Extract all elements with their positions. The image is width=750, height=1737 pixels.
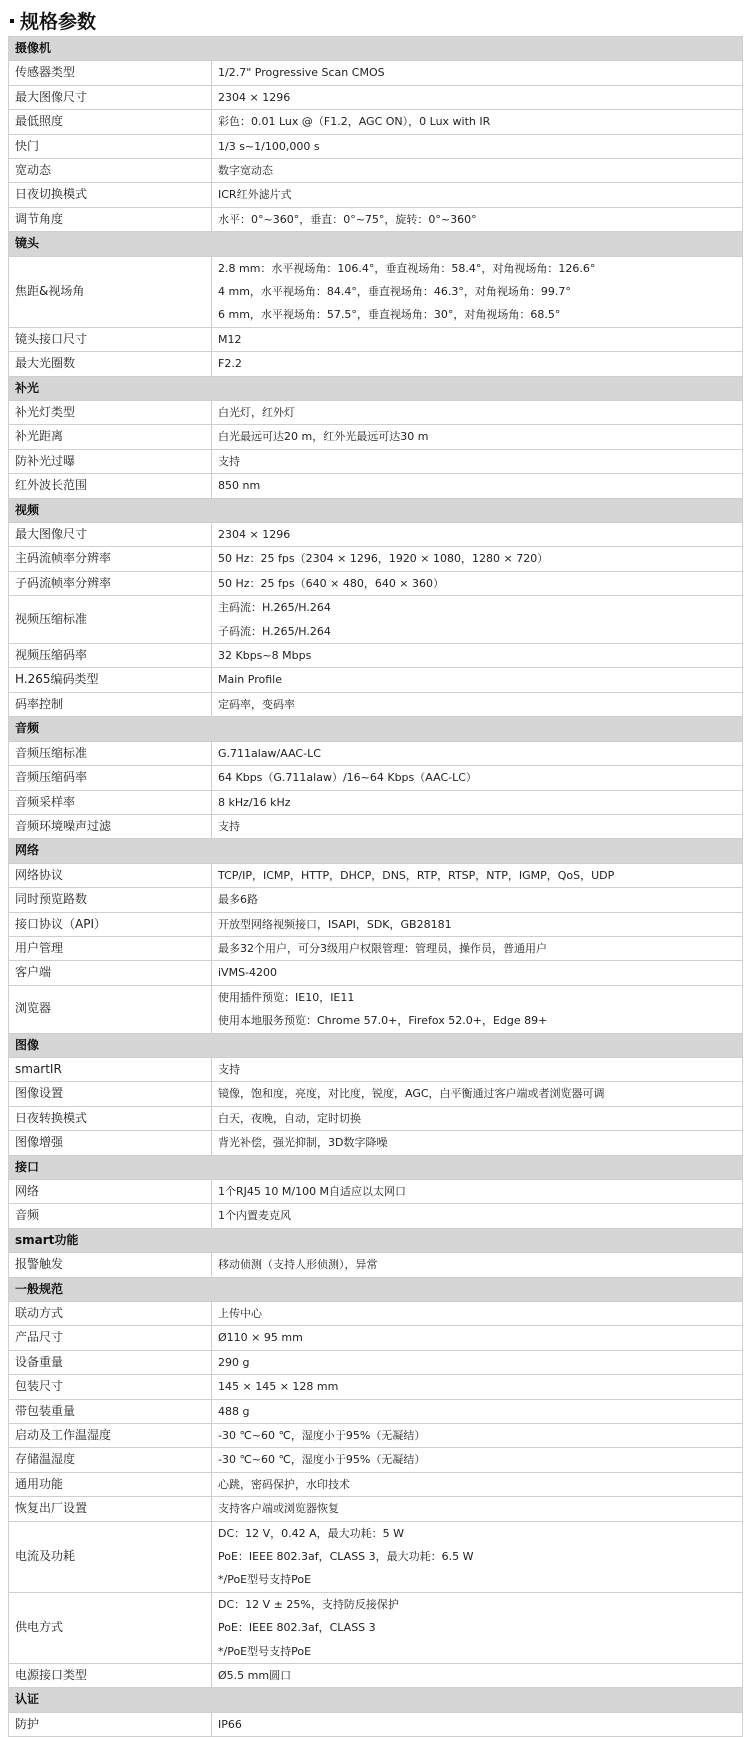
spec-value: 1个内置麦克风 xyxy=(212,1204,743,1228)
spec-value: IP66 xyxy=(212,1712,743,1736)
spec-value: 水平：0°~360°，垂直：0°~75°，旋转：0°~360° xyxy=(212,207,743,231)
table-row xyxy=(9,523,743,547)
spec-value: 背光补偿，强光抑制，3D数字降噪 xyxy=(212,1131,743,1155)
table-row xyxy=(9,790,743,814)
spec-label: 调节角度 xyxy=(9,207,212,231)
table-row xyxy=(9,985,743,1033)
section-header xyxy=(9,839,743,863)
spec-value xyxy=(212,1521,743,1592)
table-row xyxy=(9,1472,743,1496)
spec-value: 支持客户端或浏览器恢复 xyxy=(212,1497,743,1521)
table-row xyxy=(9,425,743,449)
table-row xyxy=(9,1082,743,1106)
section-header xyxy=(9,1688,743,1712)
spec-label: 用户管理 xyxy=(9,936,212,960)
spec-label: 供电方式 xyxy=(9,1592,212,1663)
spec-label: 音频压缩码率 xyxy=(9,766,212,790)
spec-label: 视频压缩标准 xyxy=(9,596,212,644)
spec-value: 最多6路 xyxy=(212,888,743,912)
spec-value: 50 Hz：25 fps（2304 × 1296，1920 × 1080，1280 × 720） xyxy=(212,547,743,571)
spec-value: -30 ℃~60 ℃，湿度小于95%（无凝结） xyxy=(212,1424,743,1448)
table-row xyxy=(9,61,743,85)
spec-value: 上传中心 xyxy=(212,1302,743,1326)
table-row xyxy=(9,547,743,571)
table-row xyxy=(9,474,743,498)
spec-value: 镜像，饱和度，亮度，对比度，锐度，AGC，白平衡通过客户端或者浏览器可调 xyxy=(212,1082,743,1106)
spec-label: 补光距离 xyxy=(9,425,212,449)
section-header xyxy=(9,37,743,61)
spec-label: smartIR xyxy=(9,1057,212,1081)
table-row xyxy=(9,1497,743,1521)
spec-value: F2.2 xyxy=(212,352,743,376)
spec-label: 产品尺寸 xyxy=(9,1326,212,1350)
spec-label: 图像增强 xyxy=(9,1131,212,1155)
spec-value-line: PoE：IEEE 802.3af，CLASS 3 xyxy=(218,1621,376,1635)
spec-label: 浏览器 xyxy=(9,985,212,1033)
spec-value-line: 2.8 mm：水平视场角：106.4°，垂直视场角：58.4°，对角视场角：126.6° xyxy=(218,261,596,275)
spec-value: 白天，夜晚，自动，定时切换 xyxy=(212,1106,743,1130)
bullet-icon xyxy=(10,19,14,23)
section-header xyxy=(9,717,743,741)
table-row xyxy=(9,449,743,473)
spec-label: 日夜转换模式 xyxy=(9,1106,212,1130)
spec-label: 红外波长范围 xyxy=(9,474,212,498)
table-row xyxy=(9,863,743,887)
section-title: 视频 xyxy=(9,498,743,522)
spec-value: 64 Kbps（G.711alaw）/16~64 Kbps（AAC-LC） xyxy=(212,766,743,790)
table-row xyxy=(9,1350,743,1374)
spec-label: 同时预览路数 xyxy=(9,888,212,912)
table-row xyxy=(9,644,743,668)
spec-label: 音频环境噪声过滤 xyxy=(9,814,212,838)
spec-label: 电流及功耗 xyxy=(9,1521,212,1592)
spec-value: 彩色：0.01 Lux @（F1.2，AGC ON），0 Lux with IR xyxy=(212,110,743,134)
spec-value-line: 4 mm，水平视场角：84.4°，垂直视场角：46.3°，对角视场角：99.7° xyxy=(218,285,571,299)
spec-value: 145 × 145 × 128 mm xyxy=(212,1375,743,1399)
table-row xyxy=(9,1399,743,1423)
section-title: 镜头 xyxy=(9,232,743,256)
table-row xyxy=(9,814,743,838)
section-title: 摄像机 xyxy=(9,37,743,61)
spec-label: 联动方式 xyxy=(9,1302,212,1326)
section-title: 音频 xyxy=(9,717,743,741)
spec-label: 最大图像尺寸 xyxy=(9,523,212,547)
spec-value: 白光灯，红外灯 xyxy=(212,401,743,425)
spec-value: 定码率，变码率 xyxy=(212,692,743,716)
spec-value: -30 ℃~60 ℃，湿度小于95%（无凝结） xyxy=(212,1448,743,1472)
table-row xyxy=(9,1664,743,1688)
spec-label: 接口协议（API） xyxy=(9,912,212,936)
table-row xyxy=(9,1253,743,1277)
spec-value: 290 g xyxy=(212,1350,743,1374)
table-row xyxy=(9,1448,743,1472)
section-header xyxy=(9,376,743,400)
spec-label: 音频采样率 xyxy=(9,790,212,814)
spec-label: 包装尺寸 xyxy=(9,1375,212,1399)
spec-label: 焦距&视场角 xyxy=(9,256,212,327)
spec-label: 主码流帧率分辨率 xyxy=(9,547,212,571)
page-title-text: 规格参数 xyxy=(20,11,97,33)
spec-label: 恢复出厂设置 xyxy=(9,1497,212,1521)
spec-value-line: */PoE型号支持PoE xyxy=(218,1573,312,1587)
spec-value-line: */PoE型号支持PoE xyxy=(218,1644,312,1658)
spec-label: 带包装重量 xyxy=(9,1399,212,1423)
spec-label: 视频压缩码率 xyxy=(9,644,212,668)
spec-value-line: 主码流：H.265/H.264 xyxy=(218,601,331,615)
spec-value: iVMS-4200 xyxy=(212,961,743,985)
spec-label: H.265编码类型 xyxy=(9,668,212,692)
table-row xyxy=(9,888,743,912)
table-row xyxy=(9,401,743,425)
spec-value: M12 xyxy=(212,327,743,351)
spec-value: G.711alaw/AAC-LC xyxy=(212,741,743,765)
spec-table-body xyxy=(9,37,743,1737)
spec-label: 音频 xyxy=(9,1204,212,1228)
spec-table xyxy=(8,36,743,1737)
spec-value: 32 Kbps~8 Mbps xyxy=(212,644,743,668)
table-row xyxy=(9,1375,743,1399)
spec-value: 支持 xyxy=(212,1057,743,1081)
page-title xyxy=(8,8,742,36)
table-row xyxy=(9,1302,743,1326)
table-row xyxy=(9,1712,743,1736)
table-row xyxy=(9,327,743,351)
spec-value xyxy=(212,985,743,1033)
spec-label: 音频压缩标准 xyxy=(9,741,212,765)
table-row xyxy=(9,352,743,376)
spec-value xyxy=(212,1592,743,1663)
spec-value-line: 子码流：H.265/H.264 xyxy=(218,624,331,638)
table-row xyxy=(9,1179,743,1203)
spec-label: 子码流帧率分辨率 xyxy=(9,571,212,595)
spec-value: Ø5.5 mm圆口 xyxy=(212,1664,743,1688)
spec-label: 最低照度 xyxy=(9,110,212,134)
table-row xyxy=(9,571,743,595)
spec-label: 最大图像尺寸 xyxy=(9,85,212,109)
spec-label: 设备重量 xyxy=(9,1350,212,1374)
table-row xyxy=(9,207,743,231)
spec-value: TCP/IP，ICMP，HTTP，DHCP，DNS，RTP，RTSP，NTP，IGMP，QoS，UDP xyxy=(212,863,743,887)
spec-label: 宽动态 xyxy=(9,159,212,183)
table-row xyxy=(9,1204,743,1228)
table-row xyxy=(9,110,743,134)
spec-value-line: 使用插件预览：IE10，IE11 xyxy=(218,990,355,1004)
spec-label: 快门 xyxy=(9,134,212,158)
section-title: 一般规范 xyxy=(9,1277,743,1301)
spec-value-line: PoE：IEEE 802.3af，CLASS 3，最大功耗：6.5 W xyxy=(218,1550,474,1564)
table-row xyxy=(9,1106,743,1130)
table-row xyxy=(9,1592,743,1663)
spec-value: 支持 xyxy=(212,449,743,473)
spec-value: 1个RJ45 10 M/100 M自适应以太网口 xyxy=(212,1179,743,1203)
spec-value: 移动侦测（支持人形侦测），异常 xyxy=(212,1253,743,1277)
table-row xyxy=(9,912,743,936)
spec-value xyxy=(212,596,743,644)
spec-label: 网络 xyxy=(9,1179,212,1203)
spec-value: 1/3 s~1/100,000 s xyxy=(212,134,743,158)
spec-label: 图像设置 xyxy=(9,1082,212,1106)
spec-label: 网络协议 xyxy=(9,863,212,887)
table-row xyxy=(9,766,743,790)
spec-value: 1/2.7" Progressive Scan CMOS xyxy=(212,61,743,85)
section-header xyxy=(9,1033,743,1057)
table-row xyxy=(9,85,743,109)
section-header xyxy=(9,1277,743,1301)
section-header xyxy=(9,498,743,522)
spec-label: 镜头接口尺寸 xyxy=(9,327,212,351)
spec-value-line: 使用本地服务预览：Chrome 57.0+，Firefox 52.0+，Edge 89+ xyxy=(218,1014,548,1028)
table-row xyxy=(9,961,743,985)
section-title: 图像 xyxy=(9,1033,743,1057)
spec-value: 数字宽动态 xyxy=(212,159,743,183)
section-title: smart功能 xyxy=(9,1228,743,1252)
spec-value: 心跳，密码保护，水印技术 xyxy=(212,1472,743,1496)
spec-value: 2304 × 1296 xyxy=(212,523,743,547)
section-header xyxy=(9,1155,743,1179)
table-row xyxy=(9,936,743,960)
spec-label: 传感器类型 xyxy=(9,61,212,85)
spec-label: 通用功能 xyxy=(9,1472,212,1496)
spec-value: 50 Hz：25 fps（640 × 480，640 × 360） xyxy=(212,571,743,595)
spec-value-line: 6 mm，水平视场角：57.5°，垂直视场角：30°，对角视场角：68.5° xyxy=(218,308,561,322)
spec-value-line: DC：12 V ± 25%，支持防反接保护 xyxy=(218,1597,399,1611)
spec-label: 补光灯类型 xyxy=(9,401,212,425)
section-title: 网络 xyxy=(9,839,743,863)
spec-value-line: DC：12 V，0.42 A，最大功耗：5 W xyxy=(218,1526,405,1540)
spec-value: 支持 xyxy=(212,814,743,838)
spec-value xyxy=(212,256,743,327)
spec-label: 报警触发 xyxy=(9,1253,212,1277)
section-header xyxy=(9,232,743,256)
spec-value: 488 g xyxy=(212,1399,743,1423)
spec-value: Main Profile xyxy=(212,668,743,692)
section-header xyxy=(9,1228,743,1252)
table-row xyxy=(9,256,743,327)
spec-label: 启动及工作温湿度 xyxy=(9,1424,212,1448)
spec-label: 防补光过曝 xyxy=(9,449,212,473)
section-title: 认证 xyxy=(9,1688,743,1712)
spec-value: 2304 × 1296 xyxy=(212,85,743,109)
table-row xyxy=(9,1424,743,1448)
spec-label: 存储温湿度 xyxy=(9,1448,212,1472)
spec-label: 最大光圈数 xyxy=(9,352,212,376)
spec-value: 开放型网络视频接口，ISAPI，SDK，GB28181 xyxy=(212,912,743,936)
spec-label: 码率控制 xyxy=(9,692,212,716)
table-row xyxy=(9,741,743,765)
table-row xyxy=(9,1131,743,1155)
spec-label: 电源接口类型 xyxy=(9,1664,212,1688)
spec-value: 白光最远可达20 m，红外光最远可达30 m xyxy=(212,425,743,449)
section-title: 补光 xyxy=(9,376,743,400)
table-row xyxy=(9,692,743,716)
spec-value: 850 nm xyxy=(212,474,743,498)
table-row xyxy=(9,134,743,158)
table-row xyxy=(9,1521,743,1592)
spec-value: Ø110 × 95 mm xyxy=(212,1326,743,1350)
spec-label: 防护 xyxy=(9,1712,212,1736)
table-row xyxy=(9,1057,743,1081)
table-row xyxy=(9,596,743,644)
section-title: 接口 xyxy=(9,1155,743,1179)
table-row xyxy=(9,159,743,183)
spec-label: 日夜切换模式 xyxy=(9,183,212,207)
table-row xyxy=(9,668,743,692)
spec-label: 客户端 xyxy=(9,961,212,985)
table-row xyxy=(9,183,743,207)
spec-value: ICR红外滤片式 xyxy=(212,183,743,207)
spec-value: 8 kHz/16 kHz xyxy=(212,790,743,814)
table-row xyxy=(9,1326,743,1350)
spec-value: 最多32个用户，可分3级用户权限管理：管理员，操作员，普通用户 xyxy=(212,936,743,960)
